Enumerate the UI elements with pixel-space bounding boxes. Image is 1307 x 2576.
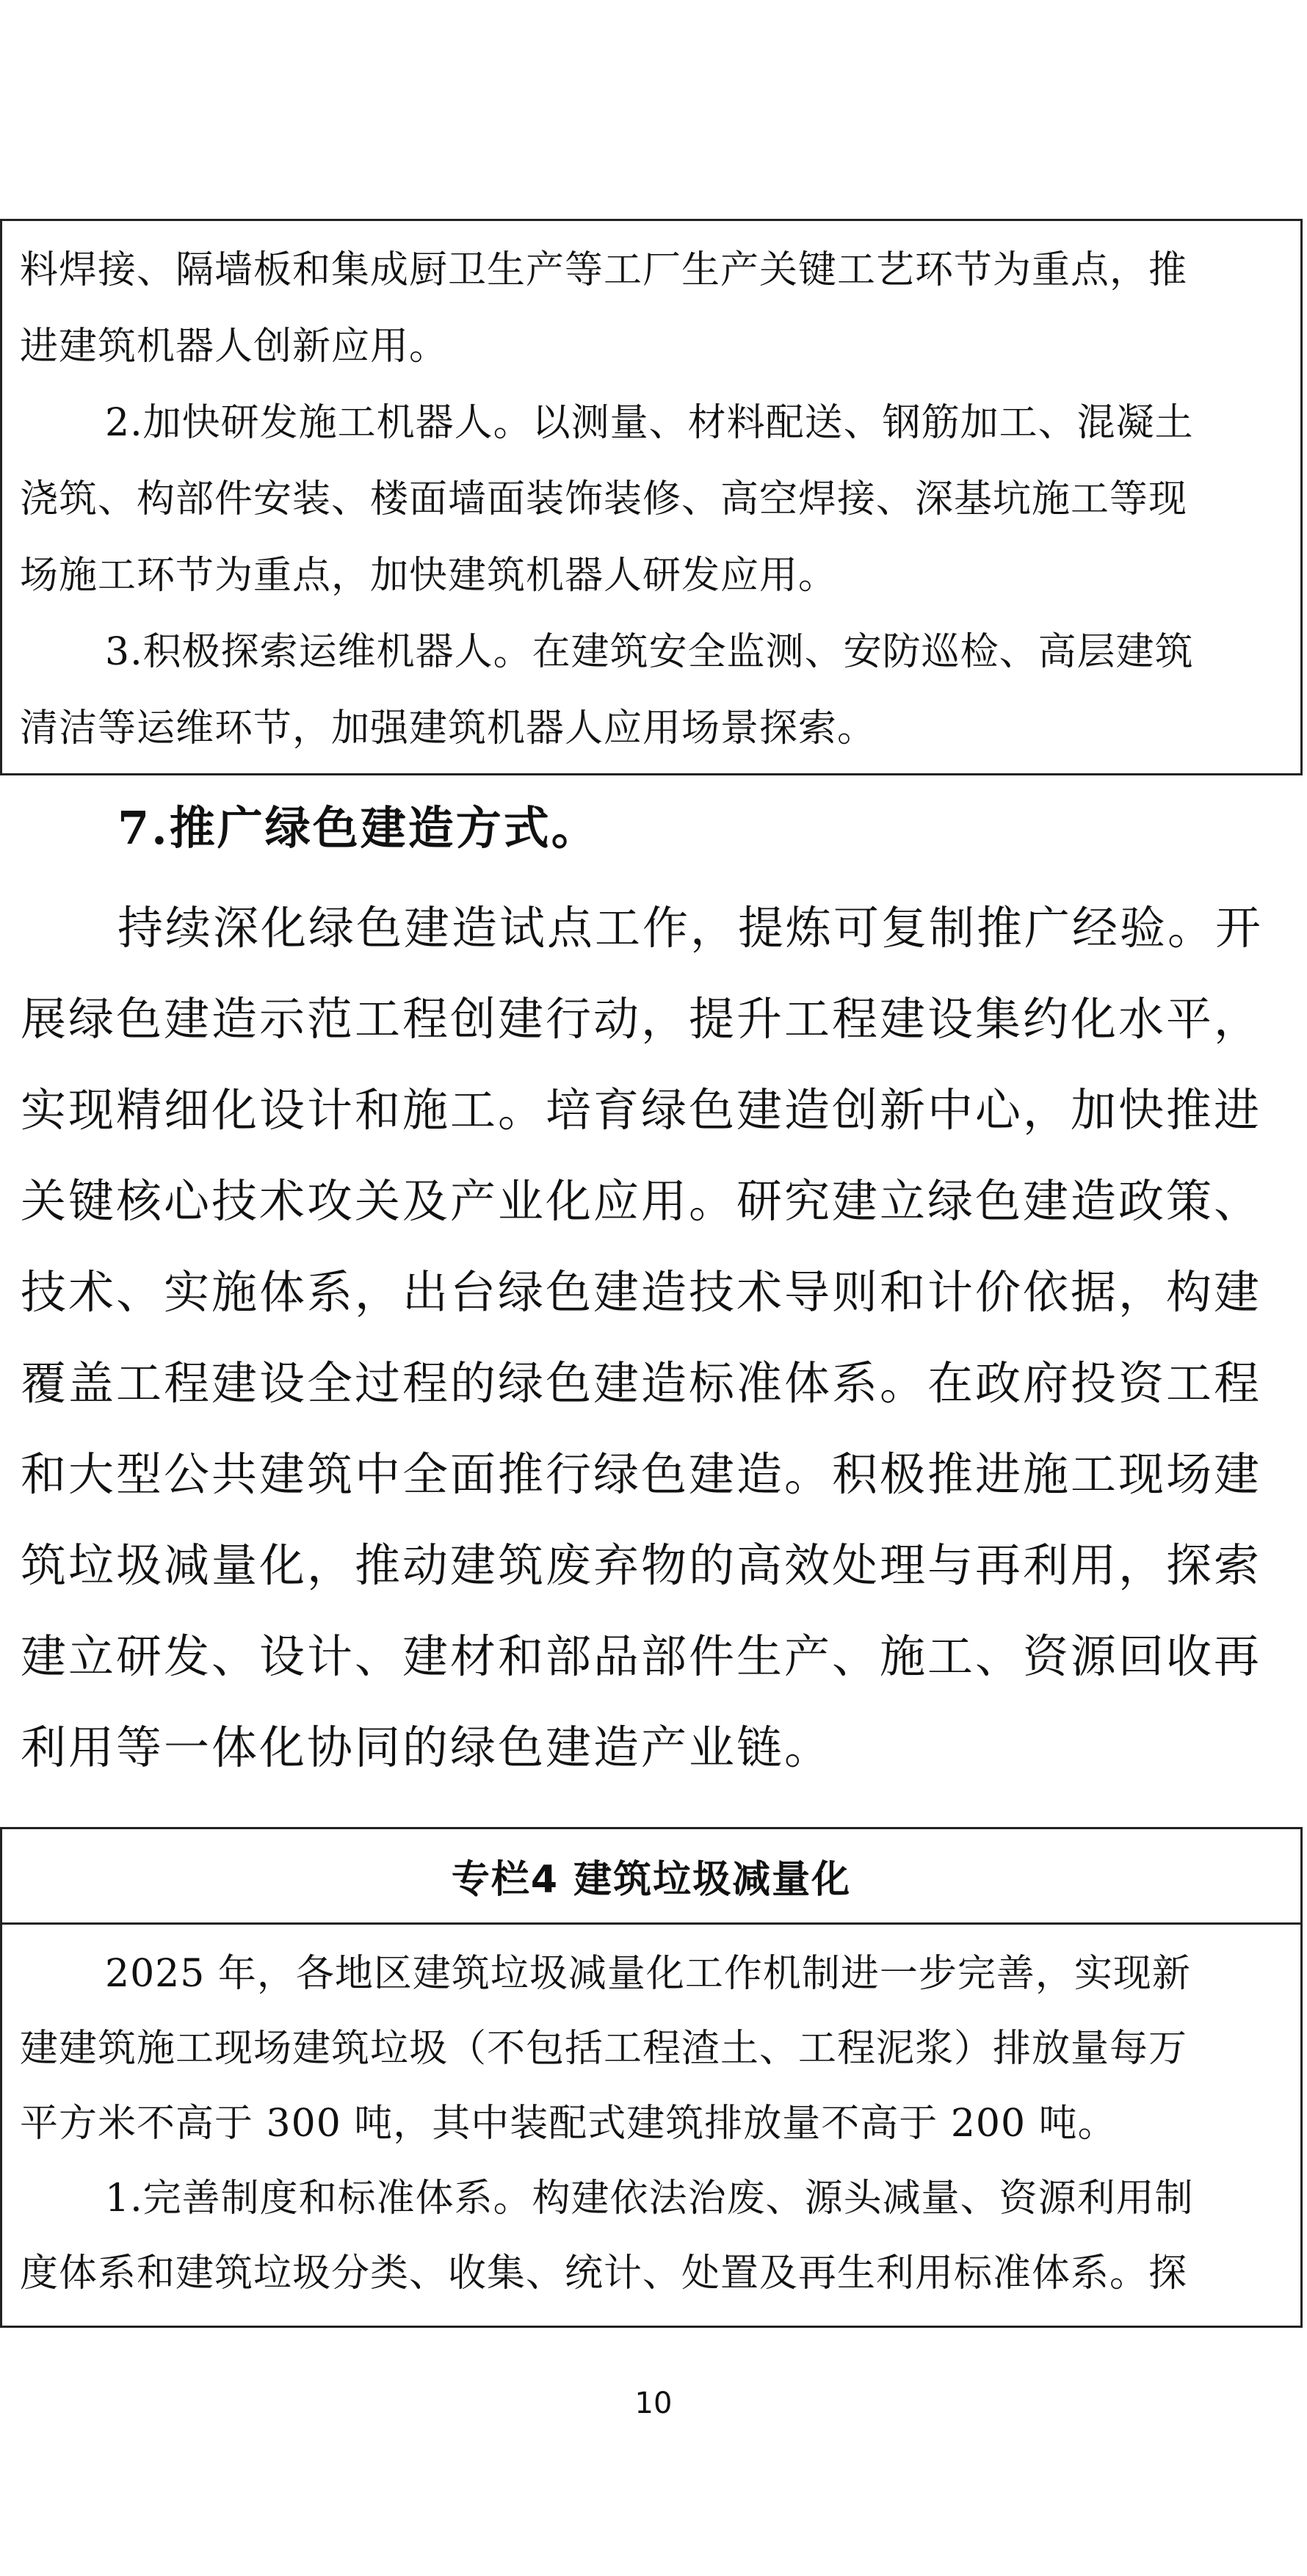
box-top-line-2: 进建筑机器人创新应用。 <box>20 325 449 369</box>
box-top-line-5: 场施工环节为重点，加快建筑机器人研发应用。 <box>20 554 838 598</box>
box-bottom-line-5: 度体系和建筑垃圾分类、收集、统计、处置及再生利用标准体系。探 <box>20 2251 1188 2295</box>
paragraph-line-1: 持续深化绿色建造试点工作，提炼可复制推广经验。开 <box>117 901 1264 955</box>
section-heading: 7.推广绿色建造方式。 <box>117 801 599 855</box>
paragraph-line-2: 展绿色建造示范工程创建行动，提升工程建设集约化水平， <box>21 992 1262 1046</box>
box-top-line-1: 料焊接、隔墙板和集成厨卫生产等工厂生产关键工艺环节为重点，推 <box>20 248 1188 292</box>
paragraph-line-8: 筑垃圾减量化，推动建筑废弃物的高效处理与再利用，探索 <box>21 1538 1262 1592</box>
top-column-box <box>0 219 1303 775</box>
page-number: 10 <box>634 2387 673 2420</box>
column-box-4 <box>0 1827 1303 2328</box>
paragraph-line-4: 关键核心技术攻关及产业化应用。研究建立绿色建造政策、 <box>21 1174 1262 1228</box>
box-bottom-line-4: 1.完善制度和标准体系。构建依法治废、源头减量、资源利用制 <box>105 2177 1194 2221</box>
box-top-line-6: 3.积极探索运维机器人。在建筑安全监测、安防巡检、高层建筑 <box>105 630 1194 674</box>
column-box-title: 专栏4 建筑垃圾减量化 <box>2 1829 1300 1925</box>
box-bottom-line-3: 平方米不高于 300 吨，其中装配式建筑排放量不高于 200 吨。 <box>20 2102 1117 2146</box>
box-top-line-4: 浇筑、构部件安装、楼面墙面装饰装修、高空焊接、深基坑施工等现 <box>20 477 1188 521</box>
box-top-line-3: 2.加快研发施工机器人。以测量、材料配送、钢筋加工、混凝土 <box>105 401 1194 445</box>
box-top-line-7: 清洁等运维环节，加强建筑机器人应用场景探索。 <box>20 706 877 750</box>
paragraph-line-10: 利用等一体化协同的绿色建造产业链。 <box>21 1721 833 1774</box>
paragraph-line-3: 实现精细化设计和施工。培育绿色建造创新中心，加快推进 <box>21 1083 1262 1137</box>
box-bottom-line-2: 建建筑施工现场建筑垃圾（不包括工程渣土、工程泥浆）排放量每万 <box>20 2027 1188 2071</box>
paragraph-line-6: 覆盖工程建设全过程的绿色建造标准体系。在政府投资工程 <box>21 1356 1262 1410</box>
paragraph-line-7: 和大型公共建筑中全面推行绿色建造。积极推进施工现场建 <box>21 1447 1262 1501</box>
box-bottom-line-1: 2025 年，各地区建筑垃圾减量化工作机制进一步完善，实现新 <box>105 1952 1191 1996</box>
paragraph-line-5: 技术、实施体系，出台绿色建造技术导则和计价依据，构建 <box>21 1265 1262 1319</box>
paragraph-line-9: 建立研发、设计、建材和部品部件生产、施工、资源回收再 <box>21 1629 1262 1683</box>
